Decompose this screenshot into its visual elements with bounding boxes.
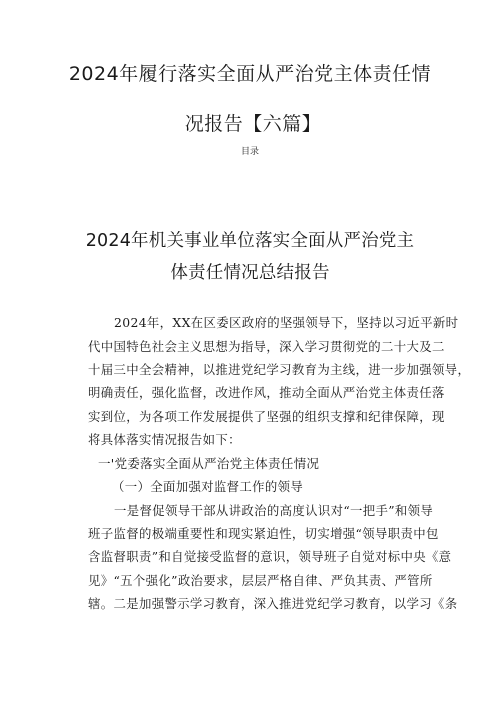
paragraph-1-line: 明确责任，强化监督，改进作风，推动全面从严治党主体责任落 (88, 385, 445, 400)
document-title-line-2: 况报告【六篇】 (184, 113, 322, 135)
article-title-line-2: 体责任情况总结报告 (170, 263, 330, 283)
paragraph-1-line: 将具体落实情况报告如下： (88, 432, 241, 447)
paragraph-1-line: 实到位，为各项工作发展提供了坚强的组织支撑和纪律保障，现 (88, 409, 445, 424)
paragraph-2-line: 一是督促领导干部从讲政治的高度认识对“一把手”和领导 (114, 503, 434, 518)
paragraph-2-line: 辖。二是加强警示学习教育，深入推进党纪学习教育，以学习《条 (88, 596, 458, 611)
table-of-contents-label: 目录 (240, 147, 259, 157)
paragraph-1-line: 2024年，XX在区委区政府的坚强领导下，坚持以习近平新时 (114, 315, 459, 330)
paragraph-2-line: 含监督职责”和自觉接受监督的意识，领导班子自觉对标中央《意 (88, 549, 452, 564)
paragraph-1-line: 代中国特色社会主义思想为指导，深入学习贯彻党的二十大及二 (88, 339, 445, 354)
paragraph-2-line: 班子监督的极端重要性和现实紧迫性，切实增强“领导职责中包 (88, 526, 439, 541)
article-title-line-1: 2024年机关事业单位落实全面从严治党主 (85, 231, 415, 251)
paragraph-2-line: 见》“五个强化”政治要求，层层严格自律、严负其责、严管所 (88, 573, 433, 588)
section-heading: 一'党委落实全面从严治党主体责任情况 (98, 456, 320, 471)
paragraph-1-line: 十届三中全会精神，以推进党纪学习教育为主线，进一步加强领导， (88, 362, 471, 377)
subsection-heading: （一）全面加强对监督工作的领导 (112, 479, 304, 494)
document-title-line-1: 2024年履行落实全面从严治党主体责任情 (68, 63, 432, 85)
